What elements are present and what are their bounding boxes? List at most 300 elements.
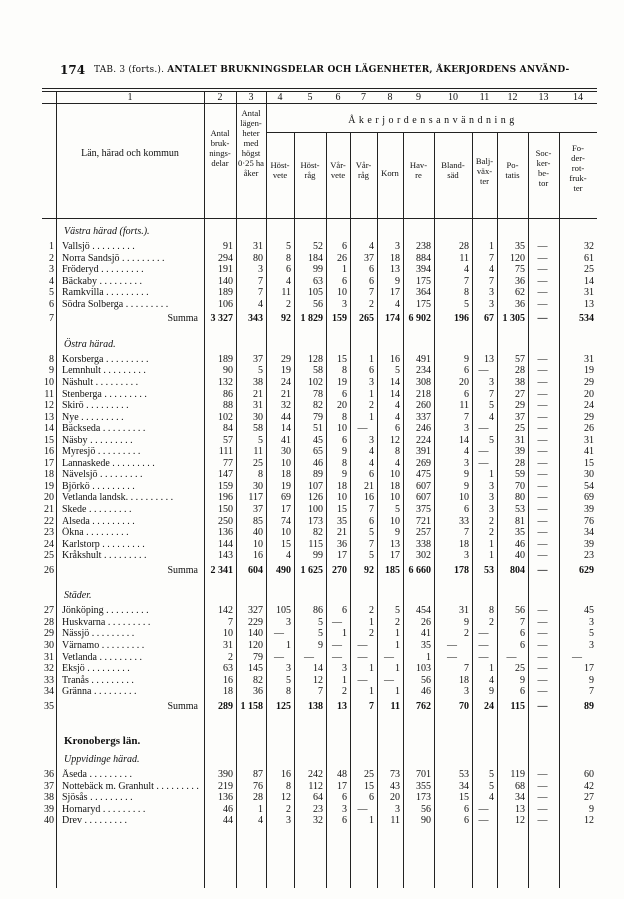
leader-dots: . . . . . . . . . xyxy=(87,769,132,781)
cell-col-4: 1 xyxy=(286,639,291,651)
cell-col-14: 27 xyxy=(584,792,594,804)
cell-col-11: 3 xyxy=(489,504,494,515)
cell-col-10: 34 xyxy=(459,780,469,792)
cell-col-6: 8 xyxy=(342,411,347,423)
cell-col-14: 23 xyxy=(584,550,594,562)
cell-col-5: 242 xyxy=(308,769,323,781)
cell-col-5: 89 xyxy=(313,469,323,481)
cell-col-5: 5 xyxy=(318,628,323,640)
header-fragment: Bland- xyxy=(441,160,465,170)
cell-col-7: 1 xyxy=(369,663,374,675)
cell-col-9: 257 xyxy=(416,527,431,539)
cell-col-2: 189 xyxy=(218,353,233,365)
cell-col-2: 90 xyxy=(223,365,233,377)
leader-dots: . . . . . . . . . xyxy=(100,423,146,435)
cell-col-12: 27 xyxy=(515,388,525,400)
cell-col-12: 62 xyxy=(515,287,525,299)
cell-col-6: 6 xyxy=(342,434,347,446)
cell-col-5: 99 xyxy=(313,264,323,276)
cell-col-14: 39 xyxy=(584,538,594,550)
cell-col-12: 12 xyxy=(515,815,525,827)
header-fragment: rot- xyxy=(571,163,585,173)
header-fragment: vete xyxy=(272,170,288,180)
cell-col-8: 4 xyxy=(395,400,400,412)
cell-col-10: 6 xyxy=(464,815,469,827)
column-number-10: 10 xyxy=(448,92,458,103)
cell-col-8: — xyxy=(384,674,394,686)
leader-dots: . . . . . . . . . xyxy=(100,803,146,815)
column-header-small-holdings: Antal lägen-heter med högst 0·25 ha åker xyxy=(237,108,264,178)
leader-dots: . . . . . . . . . xyxy=(100,365,146,377)
cell-col-11: 1 xyxy=(489,469,494,481)
cell-col-2: 57 xyxy=(223,434,233,446)
row-name: Vetlanda landsk. . . . . . . . . . xyxy=(62,492,174,504)
table-title xyxy=(94,65,570,75)
cell-col-7: 7 xyxy=(369,504,374,515)
column-header-14 xyxy=(560,143,596,193)
cell-col-6: 159 xyxy=(332,313,347,325)
cell-col-4: 17 xyxy=(281,504,291,515)
cell-col-5: 126 xyxy=(308,492,323,504)
leader-dots: . . . . . . . . . xyxy=(87,792,133,804)
cell-col-13: — xyxy=(537,515,548,527)
cell-col-12: 29 xyxy=(515,400,525,412)
leader-dots: . . . . . . . . . xyxy=(103,353,149,365)
cell-col-14: 9 xyxy=(589,674,594,686)
cell-col-9: 26 xyxy=(421,616,431,628)
row-number: 9 xyxy=(49,365,54,377)
cell-col-12: 70 xyxy=(515,480,525,492)
cell-col-14: 7 xyxy=(589,686,594,698)
row-number: 29 xyxy=(44,628,54,640)
cell-col-6: 6 xyxy=(342,275,347,287)
cell-col-10: 9 xyxy=(464,353,469,365)
cell-col-5: 107 xyxy=(308,480,323,492)
cell-col-6: — xyxy=(332,616,342,628)
cell-col-14: 29 xyxy=(584,376,594,388)
cell-col-9: 173 xyxy=(416,792,431,804)
cell-col-4: 44 xyxy=(281,411,291,423)
cell-col-13: — xyxy=(537,780,548,792)
cell-col-12: 6 xyxy=(520,686,525,698)
cell-col-12: 28 xyxy=(515,457,525,469)
cell-col-9: 35 xyxy=(421,639,431,651)
cell-col-14: 34 xyxy=(584,527,594,539)
row-name: Tranås . . . . . . . . . xyxy=(62,674,134,686)
cell-col-14: 89 xyxy=(584,700,594,712)
cell-col-13: — xyxy=(537,287,548,299)
cell-col-4: 24 xyxy=(281,376,291,388)
cell-col-5: 78 xyxy=(313,388,323,400)
cell-col-7: 3 xyxy=(369,376,374,388)
cell-col-11: 1 xyxy=(489,550,494,562)
cell-col-4: — xyxy=(274,628,284,640)
row-number: 32 xyxy=(44,663,54,675)
header-fragment: re xyxy=(415,170,422,180)
column-number-11: 11 xyxy=(479,92,490,103)
row-name: Nottebäck m. Granhult . . . . . . . . . xyxy=(62,780,199,792)
header-fragment: ter xyxy=(479,176,490,186)
cell-col-12: 56 xyxy=(515,605,525,617)
cell-col-10: 70 xyxy=(459,700,469,712)
cell-col-7: 92 xyxy=(364,564,374,576)
cell-col-6: 6 xyxy=(342,388,347,400)
cell-col-14: 32 xyxy=(584,241,594,252)
cell-col-3: 7 xyxy=(258,287,263,299)
cell-col-7: 2 xyxy=(369,298,374,310)
header-fragment: Höst- xyxy=(270,160,290,170)
cell-col-6: 10 xyxy=(337,423,347,435)
cell-col-6: 48 xyxy=(337,769,347,781)
row-name: Bäckseda . . . . . . . . . xyxy=(62,423,146,435)
cell-col-2: 102 xyxy=(218,411,233,423)
cell-col-3: 37 xyxy=(253,353,263,365)
cell-col-3: 16 xyxy=(253,550,263,562)
row-name: Drev . . . . . . . . . xyxy=(62,815,127,827)
cell-col-2: 46 xyxy=(223,803,233,815)
column-number-3: 3 xyxy=(248,92,254,103)
cell-col-2: 2 xyxy=(228,651,233,663)
cell-col-14: 31 xyxy=(584,353,594,365)
row-number: 22 xyxy=(44,515,54,527)
cell-col-11: 3 xyxy=(489,287,494,299)
cell-col-2: 7 xyxy=(228,616,233,628)
cell-col-10: 9 xyxy=(464,480,469,492)
cell-col-14: 5 xyxy=(589,628,594,640)
row-number: 26 xyxy=(44,564,54,576)
cell-col-2: 84 xyxy=(223,423,233,435)
row-name: Hornaryd . . . . . . . . . xyxy=(62,803,146,815)
cell-col-6: 10 xyxy=(337,287,347,299)
cell-col-6: 6 xyxy=(342,792,347,804)
leader-dots: . . . . . . . . . xyxy=(91,686,137,698)
cell-col-4: 18 xyxy=(281,469,291,481)
header-fragment: delar xyxy=(211,158,229,168)
row-number: 31 xyxy=(44,651,54,663)
row-name: Nävelsjö . . . . . . . . . xyxy=(62,469,143,481)
cell-col-7: 21 xyxy=(364,480,374,492)
cell-col-12: 40 xyxy=(515,550,525,562)
cell-col-13: — xyxy=(537,457,548,469)
column-number-14: 14 xyxy=(573,92,583,103)
column-header-11 xyxy=(473,156,496,186)
cell-col-2: 91 xyxy=(223,241,233,252)
page-number: 174 xyxy=(60,63,86,77)
row-number: 36 xyxy=(44,769,54,781)
cell-col-7: 16 xyxy=(364,492,374,504)
row-name: Åseda . . . . . . . . . xyxy=(62,769,132,781)
leader-dots: . . . . . . . . . xyxy=(128,492,174,504)
cell-col-4: 6 xyxy=(286,264,291,276)
table-title-label: TAB. 3 (forts.). xyxy=(94,65,165,75)
cell-col-3: 80 xyxy=(253,252,263,264)
cell-col-5: 23 xyxy=(313,803,323,815)
leader-dots: . . . . . . . . . xyxy=(119,252,165,264)
header-fragment: Fo- xyxy=(572,143,584,153)
cell-col-4: 19 xyxy=(281,365,291,377)
cell-col-11: — xyxy=(478,628,489,640)
header-fragment: Korn xyxy=(381,168,399,178)
cell-col-11: 4 xyxy=(489,264,494,276)
cell-col-9: 762 xyxy=(416,700,431,712)
cell-col-3: 327 xyxy=(248,605,263,617)
cell-col-2: 63 xyxy=(223,663,233,675)
cell-col-9: 46 xyxy=(421,686,431,698)
leader-dots: . . . . . . . . . xyxy=(83,527,129,539)
cell-col-8: 20 xyxy=(390,792,400,804)
cell-col-12: 25 xyxy=(515,663,525,675)
row-name: Ökna . . . . . . . . . xyxy=(62,527,129,539)
cell-col-2: 136 xyxy=(218,792,233,804)
cell-col-2: 44 xyxy=(223,815,233,827)
cell-col-10: 6 xyxy=(464,803,469,815)
cell-col-11: — xyxy=(478,639,489,651)
cell-col-4: 29 xyxy=(281,353,291,365)
cell-col-2: 147 xyxy=(218,469,233,481)
cell-col-11: 2 xyxy=(489,527,494,539)
row-name: Jönköping . . . . . . . . . xyxy=(62,605,149,617)
cell-col-11: 24 xyxy=(484,700,494,712)
leader-dots: . . . . . . . . . xyxy=(103,605,149,617)
cell-col-9: 175 xyxy=(416,275,431,287)
cell-col-14: 30 xyxy=(584,469,594,481)
cell-col-7: 1 xyxy=(369,686,374,698)
cell-col-3: 28 xyxy=(253,792,263,804)
column-header-4 xyxy=(267,160,293,180)
cell-col-6: — xyxy=(332,639,342,651)
row-name: Lemnhult . . . . . . . . . xyxy=(62,365,146,377)
cell-col-2: 144 xyxy=(218,538,233,550)
cell-col-13: — xyxy=(537,241,548,252)
cell-col-11: 7 xyxy=(489,388,494,400)
row-name: Näshult . . . . . . . . . xyxy=(62,376,139,388)
cell-col-4: 11 xyxy=(281,287,291,299)
cell-col-8: — xyxy=(384,651,394,663)
column-number-12: 12 xyxy=(507,92,518,103)
cell-col-3: 3 xyxy=(258,264,263,276)
row-number: 10 xyxy=(44,376,54,388)
cell-col-10: 11 xyxy=(459,400,469,412)
cell-col-9: 41 xyxy=(421,628,431,640)
cell-col-3: 38 xyxy=(253,376,263,388)
cell-col-10: 178 xyxy=(454,564,469,576)
cell-col-10: 20 xyxy=(459,376,469,388)
cell-col-6: — xyxy=(332,651,342,663)
cell-col-4: 8 xyxy=(286,686,291,698)
cell-col-10: 4 xyxy=(464,446,469,458)
cell-col-5: 52 xyxy=(313,241,323,252)
cell-col-6: 9 xyxy=(342,446,347,458)
cell-col-13: — xyxy=(537,388,548,400)
cell-col-8: 4 xyxy=(395,411,400,423)
cell-col-14: 60 xyxy=(584,769,594,781)
cell-col-9: 607 xyxy=(416,480,431,492)
row-number: 20 xyxy=(44,492,54,504)
cell-col-10: 10 xyxy=(459,492,469,504)
cell-col-8: 43 xyxy=(390,780,400,792)
cell-col-13: — xyxy=(537,313,548,325)
section-subheading: Östra härad. xyxy=(64,338,116,350)
cell-col-10: 6 xyxy=(464,504,469,515)
row-name: Ramkvilla . . . . . . . . . xyxy=(62,287,149,299)
cell-col-8: 5 xyxy=(395,605,400,617)
cell-col-13: — xyxy=(537,639,548,651)
cell-col-7: 6 xyxy=(369,365,374,377)
cell-col-3: 5 xyxy=(258,365,263,377)
row-number: 19 xyxy=(44,480,54,492)
cell-col-9: 721 xyxy=(416,515,431,527)
cell-col-5: 5 xyxy=(318,616,323,628)
leader-dots: . . . . . . . . . xyxy=(89,628,135,640)
row-number: 16 xyxy=(44,446,54,458)
sum-label: Summa xyxy=(167,313,198,325)
cell-col-10: 6 xyxy=(464,388,469,400)
cell-col-10: 8 xyxy=(464,287,469,299)
cell-col-9: 56 xyxy=(421,674,431,686)
cell-col-13: — xyxy=(537,616,548,628)
cell-col-5: 105 xyxy=(308,287,323,299)
cell-col-9: 355 xyxy=(416,780,431,792)
cell-col-3: 87 xyxy=(253,769,263,781)
row-number: 38 xyxy=(44,792,54,804)
cell-col-8: 6 xyxy=(395,423,400,435)
cell-col-3: 76 xyxy=(253,780,263,792)
cell-col-12: 9 xyxy=(520,674,525,686)
cell-col-12: 81 xyxy=(515,515,525,527)
cell-col-10: 196 xyxy=(454,313,469,325)
header-fragment: Po- xyxy=(506,160,519,170)
row-number: 33 xyxy=(44,674,54,686)
cell-col-10: 31 xyxy=(459,605,469,617)
cell-col-3: 117 xyxy=(248,492,263,504)
header-fragment: råg xyxy=(358,170,369,180)
cell-col-11: 53 xyxy=(484,564,494,576)
leader-dots: . . . . . . . . . xyxy=(89,480,135,492)
cell-col-6: 1 xyxy=(342,674,347,686)
header-fragment: Hav- xyxy=(409,160,428,170)
header-fragment: Höst- xyxy=(300,160,320,170)
leader-dots: . . . . . . . . . xyxy=(153,780,199,792)
header-fragment: säd xyxy=(447,170,459,180)
cell-col-10: 7 xyxy=(464,663,469,675)
cell-col-4: 3 xyxy=(286,663,291,675)
cell-col-8: 185 xyxy=(385,564,400,576)
row-number: 23 xyxy=(44,527,54,539)
cell-col-5: 51 xyxy=(313,423,323,435)
sum-label: Summa xyxy=(167,564,198,576)
cell-col-5: 99 xyxy=(313,550,323,562)
cell-col-13: — xyxy=(537,365,548,377)
header-fragment: be- xyxy=(538,168,549,178)
cell-col-7: 4 xyxy=(369,241,374,252)
cell-col-11: 1 xyxy=(489,663,494,675)
cell-col-13: — xyxy=(537,792,548,804)
cell-col-14: 9 xyxy=(589,803,594,815)
cell-col-7: 6 xyxy=(369,264,374,276)
section-subheading: Städer. xyxy=(64,590,92,602)
row-number: 8 xyxy=(49,353,54,365)
cell-col-3: 30 xyxy=(253,480,263,492)
cell-col-14: 26 xyxy=(584,423,594,435)
statistics-table xyxy=(42,88,602,888)
cell-col-7: 1 xyxy=(369,388,374,400)
row-name: Lannaskede . . . . . . . . . xyxy=(62,457,155,469)
cell-col-4: 2 xyxy=(286,803,291,815)
cell-col-2: 86 xyxy=(223,388,233,400)
cell-col-2: 136 xyxy=(218,527,233,539)
cell-col-8: 18 xyxy=(390,252,400,264)
cell-col-8: 1 xyxy=(395,639,400,651)
cell-col-12: 119 xyxy=(510,769,525,781)
column-header-units xyxy=(205,128,235,168)
cell-col-7: 2 xyxy=(369,400,374,412)
cell-col-8: 2 xyxy=(395,616,400,628)
county-heading: Kronobergs län. xyxy=(64,735,141,748)
cell-col-12: 6 xyxy=(520,639,525,651)
cell-col-14: 25 xyxy=(584,264,594,276)
cell-col-13: — xyxy=(537,674,548,686)
row-name: Nye . . . . . . . . . xyxy=(62,411,124,423)
cell-col-3: 604 xyxy=(248,564,263,576)
cell-col-7: 265 xyxy=(359,313,374,325)
cell-col-8: 5 xyxy=(395,365,400,377)
cell-col-11: 3 xyxy=(489,376,494,388)
cell-col-10: 11 xyxy=(459,252,469,264)
cell-col-5: 9 xyxy=(318,639,323,651)
cell-col-6: 8 xyxy=(342,365,347,377)
cell-col-4: 8 xyxy=(286,780,291,792)
cell-col-4: 105 xyxy=(276,605,291,617)
cell-col-5: 173 xyxy=(308,515,323,527)
table-title-text: ANTALET BRUKNINGSDELAR OCH LÄGENHETER, ÅKERJORDENS ANVÄND- xyxy=(167,65,570,75)
leader-dots: . . . . . . . . . xyxy=(97,275,142,287)
cell-col-6: 17 xyxy=(337,550,347,562)
cell-col-11: — xyxy=(478,423,489,435)
cell-col-11: 2 xyxy=(489,515,494,527)
cell-col-9: 338 xyxy=(416,538,431,550)
column-number-6: 6 xyxy=(335,92,341,103)
cell-col-3: 10 xyxy=(253,538,263,550)
column-header-12 xyxy=(498,160,527,180)
cell-col-11: 3 xyxy=(489,298,494,310)
cell-col-2: 143 xyxy=(218,550,233,562)
cell-col-14: 41 xyxy=(584,446,594,458)
cell-col-4: 5 xyxy=(286,674,291,686)
cell-col-6: 2 xyxy=(342,686,347,698)
header-fragment: Antal bruk- xyxy=(210,128,230,148)
cell-col-9: 375 xyxy=(416,504,431,515)
cell-col-9: 234 xyxy=(416,365,431,377)
cell-col-2: 106 xyxy=(218,298,233,310)
cell-col-4: 2 xyxy=(286,298,291,310)
cell-col-4: 14 xyxy=(281,423,291,435)
column-number-rule xyxy=(42,103,597,104)
leader-dots: . . . . . . . . . xyxy=(99,538,145,550)
header-fragment: fruk- xyxy=(569,173,587,183)
cell-col-14: 76 xyxy=(584,515,594,527)
cell-col-3: 31 xyxy=(253,241,263,252)
cell-col-11: — xyxy=(478,815,489,827)
cell-col-2: 31 xyxy=(223,639,233,651)
cell-col-9: 56 xyxy=(421,803,431,815)
cell-col-4: 74 xyxy=(281,515,291,527)
row-number: 30 xyxy=(44,639,54,651)
cell-col-10: 53 xyxy=(459,769,469,781)
cell-col-9: 6 902 xyxy=(408,313,431,325)
cell-col-12: 35 xyxy=(515,527,525,539)
cell-col-4: — xyxy=(274,651,284,663)
cell-col-3: 1 xyxy=(258,803,263,815)
